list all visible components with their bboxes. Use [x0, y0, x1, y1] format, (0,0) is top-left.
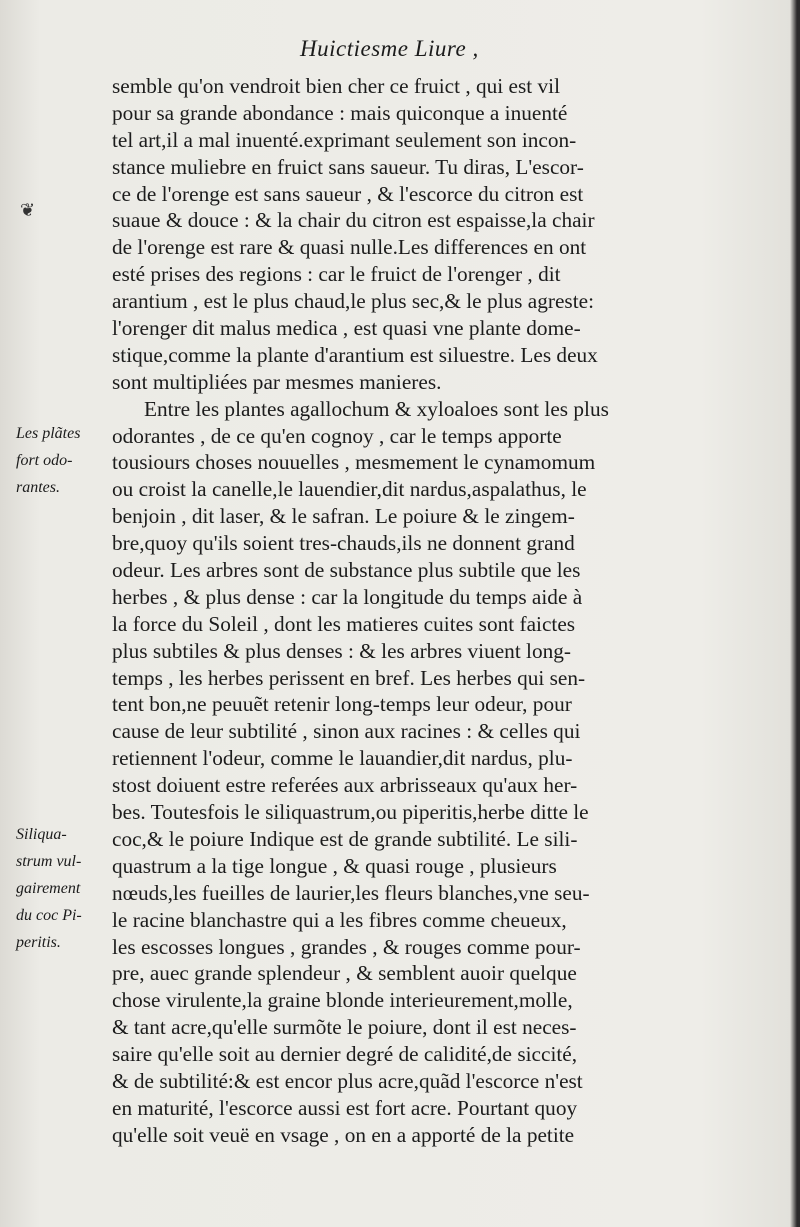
text-line: stance muliebre en fruict sans saueur. Tu diras, L'escor- — [112, 154, 584, 179]
text-line: ce de l'orenge est sans saueur , & l'escorce du citron est — [112, 181, 584, 206]
text-line: stost doiuent estre referées aux arbrisseaux qu'aux her- — [112, 773, 578, 798]
margin-note-siliquastrum: Siliqua- strum vul- gairement du coc Pi- peritis. — [16, 826, 82, 951]
text-line: stique,comme la plante d'arantium est siluestre. Les deux — [112, 342, 598, 367]
running-title: Huictiesme Liure , — [300, 36, 479, 61]
text-line: cause de leur subtilité , sinon aux racines : & celles qui — [112, 719, 581, 744]
text-line: quastrum a la tige longue , & quasi rouge , plusieurs — [112, 853, 557, 878]
text-line: esté prises des regions : car le fruict de l'orenger , dit — [112, 262, 561, 287]
text-line: semble qu'on vendroit bien cher ce fruict , qui est vil — [112, 74, 560, 98]
text-line: plus subtiles & plus denses : & les arbres viuent long- — [112, 638, 572, 663]
text-line: odeur. Les arbres sont de substance plus subtile que les — [112, 558, 581, 583]
text-line: suaue & douce : & la chair du citron est espaisse,la chair — [112, 208, 595, 233]
ornament-icon: ❦ — [20, 200, 36, 221]
text-line: bre,quoy qu'ils soient tres-chauds,ils ne donnent grand — [112, 531, 575, 556]
text-line: odorantes , de ce qu'en cognoy , car le temps apporte — [112, 423, 562, 448]
text-line: pour sa grande abondance : mais quiconque a inuenté — [112, 100, 568, 125]
body-text — [112, 73, 708, 1149]
text-line: pre, auec grande splendeur , & semblent auoir quelque — [112, 961, 577, 986]
text-line: saire qu'elle soit au dernier degré de calidité,de siccité, — [112, 1042, 578, 1067]
text-line: tent bon,ne peuuẽt retenir long-temps leur odeur, pour — [112, 692, 572, 717]
text-line: qu'elle soit veuë en vsage , on en a apporté de la petite — [112, 1122, 575, 1147]
text-line: sont multipliées par mesmes manieres. — [112, 369, 442, 394]
text-line: chose virulente,la graine blonde interieurement,molle, — [112, 988, 573, 1013]
text-line: retiennent l'odeur, comme le lauandier,dit nardus, plu- — [112, 746, 573, 771]
text-line: nœuds,les fueilles de laurier,les fleurs blanches,vne seu- — [112, 880, 590, 905]
text-line: herbes , & plus dense : car la longitude du temps aide à — [112, 584, 583, 609]
text-line: arantium , est le plus chaud,le plus sec,& le plus agreste: — [112, 289, 595, 314]
text-line: les escosses longues , grandes , & rouges comme pour- — [112, 934, 581, 959]
text-line: de l'orenge est rare & quasi nulle.Les differences en ont — [112, 235, 587, 260]
text-line: Entre les plantes agallochum & xyloaloes sont les plus — [144, 396, 609, 421]
text-line: coc,& le poiure Indique est de grande subtilité. Le sili- — [112, 826, 578, 851]
text-line: benjoin , dit laser, & le safran. Le poiure & le zingem- — [112, 504, 575, 529]
text-line: tousiours choses nouuelles , mesmement le cynamomum — [112, 450, 596, 475]
text-line: temps , les herbes perissent en bref. Les herbes qui sen- — [112, 665, 586, 690]
margin-note-plantes: Les plãtes fort odo- rantes. — [16, 425, 81, 496]
text-line: bes. Toutesfois le siliquastrum,ou piperitis,herbe ditte le — [112, 800, 589, 825]
text-line: ou croist la canelle,le lauendier,dit nardus,aspalathus, le — [112, 477, 587, 502]
text-line: & de subtilité:& est encor plus acre,quãd l'escorce n'est — [112, 1068, 583, 1093]
text-line: en maturité, l'escorce aussi est fort acre. Pourtant quoy — [112, 1095, 578, 1120]
text-line: la force du Soleil , dont les matieres cuites sont faictes — [112, 611, 576, 636]
text-line: & tant acre,qu'elle surmõte le poiure, dont il est neces- — [112, 1015, 577, 1040]
text-line: tel art,il a mal inuenté.exprimant seulement son incon- — [112, 127, 577, 152]
text-line: l'orenger dit malus medica , est quasi vne plante dome- — [112, 316, 581, 341]
text-line: le racine blanchastre qui a les fibres comme cheueux, — [112, 907, 567, 932]
